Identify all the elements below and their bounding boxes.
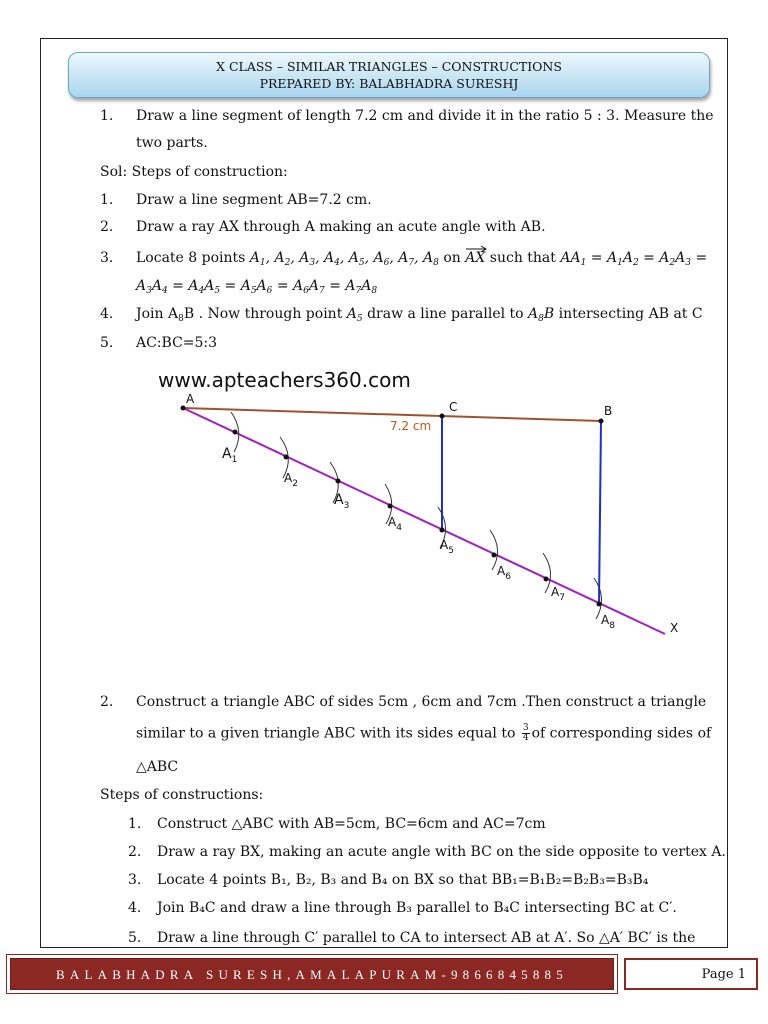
page-number-box xyxy=(624,958,758,990)
point-C xyxy=(440,414,445,419)
q1-step-5-number: 5. xyxy=(100,335,114,351)
label-A2: $A_2$ xyxy=(284,471,298,489)
q2-step-2-text: Draw a ray BX, making an acute angle with BC on the side opposite to vertex A. xyxy=(157,844,726,860)
q2-steps-heading: Steps of constructions: xyxy=(100,787,264,803)
label-A8: $A_8$ xyxy=(601,613,615,631)
q1-step-4-intersecting: intersecting AB at C xyxy=(554,306,703,322)
q1-step-3-on: on xyxy=(438,250,466,266)
q1-step-4-parallel: draw a line parallel to xyxy=(362,306,529,322)
point-A4 xyxy=(388,504,393,509)
label-A6: $A_6$ xyxy=(497,564,511,582)
label-A4: $A_4$ xyxy=(388,515,402,533)
arc-A7 xyxy=(543,553,551,593)
page-number: Page 1 xyxy=(701,967,746,982)
q2-step-3-text: Locate 4 points B₁, B₂, B₃ and B₄ on BX so that BB₁=B₁B₂=B₂B₃=B₃B₄ xyxy=(157,872,649,888)
label-C: C xyxy=(449,400,458,414)
ray-AX xyxy=(183,408,665,634)
q1-step-4-through: B . Now through point xyxy=(183,306,347,322)
q2-text-line-3: △ABC xyxy=(136,759,179,775)
title-line-2: PREPARED BY: BALABHADRA SURESHJ xyxy=(259,76,519,91)
point-A6 xyxy=(492,553,497,558)
page-footer xyxy=(10,958,758,990)
point-A1 xyxy=(233,430,238,435)
footer-author: BALABHADRA SURESH,AMALAPURAM-9866845885 xyxy=(56,967,568,982)
q1-step-3-locate: Locate 8 points xyxy=(136,250,250,266)
q2-similar-text: similar to a given triangle ABC with its sides equal to xyxy=(136,725,520,742)
q1-step-3-number: 3. xyxy=(100,250,114,266)
q2-step-4-text: Join B₄C and draw a line through B₃ parallel to B₄C intersecting BC at C′. xyxy=(157,900,677,916)
point-A8 xyxy=(597,602,602,607)
q1-step-4-text: Join $A_8B$ . Now through point $A_5$ draw a line parallel to $A_8B$ intersecting AB at C xyxy=(136,306,703,324)
q1-solution-heading: Sol: Steps of construction: xyxy=(100,164,288,180)
line-A8-B xyxy=(599,421,601,604)
q1-step-5-text: AC:BC=5:3 xyxy=(136,335,218,351)
q2-step-2-number: 2. xyxy=(128,844,142,860)
point-A5 xyxy=(440,528,445,533)
label-A: A xyxy=(186,392,195,406)
q2-corresponding-text: of corresponding sides of xyxy=(531,725,712,742)
label-X: X xyxy=(670,621,679,635)
q2-text-line-2 xyxy=(136,724,711,743)
point-A7 xyxy=(544,577,549,582)
point-A2 xyxy=(284,455,289,460)
point-A xyxy=(181,406,186,411)
q2-step-5-text: Draw a line through C′ parallel to CA to intersect AB at A′. So △A′ BC′ is the xyxy=(157,930,696,946)
q1-step-4-join: Join A xyxy=(136,306,179,322)
q1-step-1-number: 1. xyxy=(100,192,114,208)
label-A1: $A_1$ xyxy=(222,446,238,465)
q1-number: 1. xyxy=(100,108,114,124)
fraction-three-quarters: $\frac{3}{4}$ xyxy=(522,723,529,743)
q2-text-line-1: Construct a triangle ABC of sides 5cm , 6cm and 7cm .Then construct a triangle xyxy=(136,694,707,710)
label-B: B xyxy=(604,404,613,418)
q1-step-3-text: Locate 8 points $A_1$, $A_2$, $A_3$, $A_4$, $A_5$, $A_6$, $A_7$, $A_8$ on AX such that $AA_1 = A_1A_2 = A_2A_3$ = xyxy=(136,250,707,268)
label-A7: $A_7$ xyxy=(551,585,565,603)
q1-step-3-such: such that xyxy=(485,250,561,266)
label-length: 7.2 cm xyxy=(390,419,432,433)
q1-step-2-number: 2. xyxy=(100,219,114,235)
q2-step-1-text: Construct △ABC with AB=5cm, BC=6cm and AC=7cm xyxy=(157,816,546,832)
label-A3: $A_3$ xyxy=(334,492,350,511)
q2-number: 2. xyxy=(100,694,114,710)
label-A5: $A_5$ xyxy=(440,538,454,556)
q1-text-line-2: two parts. xyxy=(136,135,208,151)
footer-bar xyxy=(10,958,614,990)
q2-step-4-number: 4. xyxy=(128,900,142,916)
q1-step-2-text: Draw a ray AX through A making an acute angle with AB. xyxy=(136,219,546,235)
title-line-1: X CLASS – SIMILAR TRIANGLES – CONSTRUCTIONS xyxy=(216,59,562,74)
q1-text-line-1: Draw a line segment of length 7.2 cm and divide it in the ratio 5 : 3. Measure the xyxy=(136,108,714,124)
q1-step-4-number: 4. xyxy=(100,306,114,322)
watermark-url: www.apteachers360.com xyxy=(158,368,411,392)
q2-step-5-number: 5. xyxy=(128,930,142,946)
q1-step-3-equation: $A_3A_4 = A_4A_5 = A_5A_6 = A_6A_7 = A_7A_8$ xyxy=(136,278,378,296)
q1-step-1-text: Draw a line segment AB=7.2 cm. xyxy=(136,192,372,208)
q2-step-3-number: 3. xyxy=(128,872,142,888)
point-B xyxy=(599,419,604,424)
point-A3 xyxy=(336,479,341,484)
q2-step-1-number: 1. xyxy=(128,816,142,832)
